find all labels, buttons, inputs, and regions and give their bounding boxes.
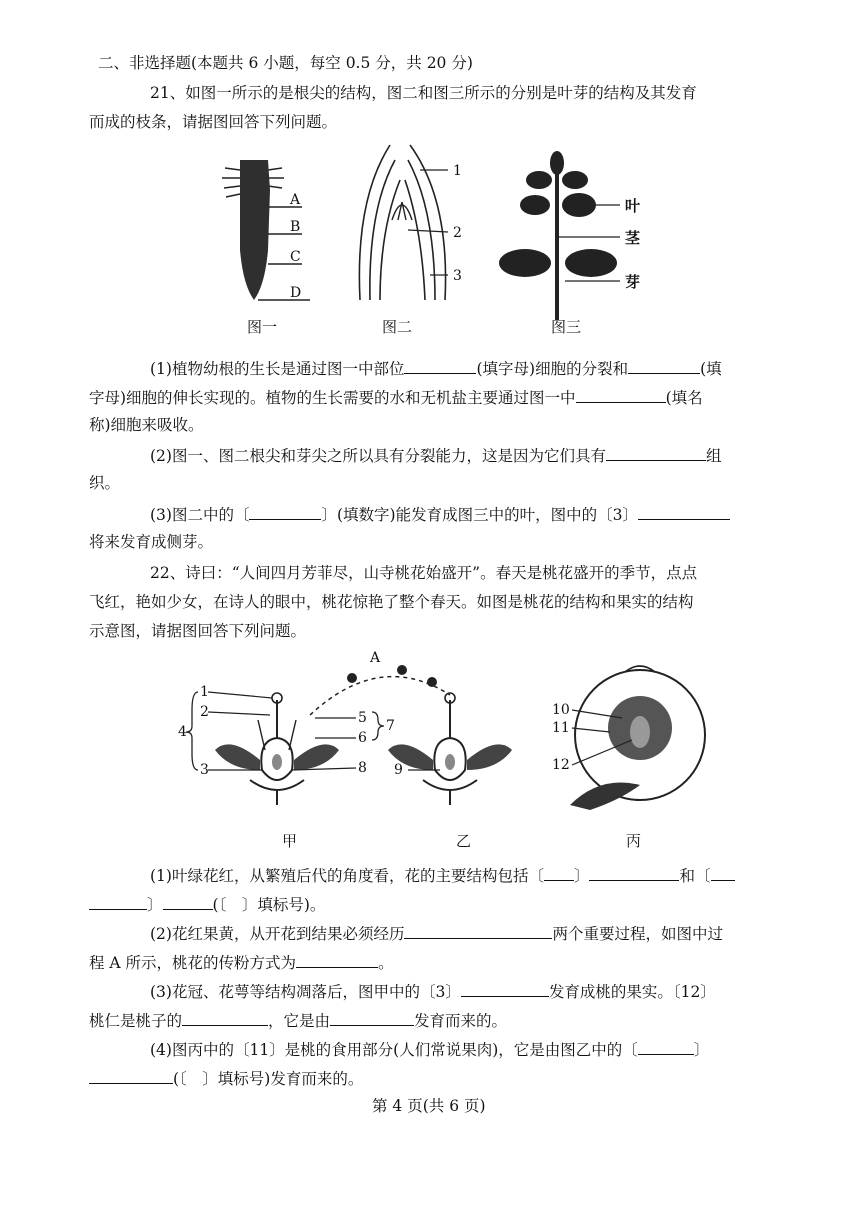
blank-q22-3-seed[interactable] [182,1009,268,1026]
petals-right [294,744,339,770]
label-10: 10 [552,702,570,718]
label-3: 3 [200,762,209,778]
blank-q21-1-absorbing-zone[interactable] [576,386,666,403]
petals-right [467,744,512,770]
label-2: 2 [453,225,462,241]
blank-q21-1-division-zone[interactable] [404,357,476,374]
blank-q22-3-ovule[interactable] [330,1009,414,1026]
blank-q22-1-name-b[interactable] [163,893,213,910]
petals-left [215,744,260,770]
label-1: 1 [200,684,209,700]
blank-q22-2-processes[interactable] [404,922,552,939]
flower-jia [215,693,339,805]
peach-fruit [570,666,705,810]
small-leaf-left [526,171,552,189]
blank-q22-4-name[interactable] [89,1067,173,1084]
figure-2-leaf-bud [350,140,480,310]
pollen-grain [397,665,407,675]
label-1: 1 [453,163,462,179]
q22-intro-line1: 22、诗曰：“人间四月芳菲尽，山寺桃花始盛开”。春天是桃花盛开的季节，点点 [150,564,698,582]
section-title: 二、非选择题(本题共 6 小题，每空 0.5 分，共 20 分) [98,54,473,72]
label-D: D [290,285,302,301]
large-leaf-left [499,249,551,277]
fig2-caption: 图二 [382,318,413,336]
figure-3-branch [495,145,655,320]
bracket-7 [372,712,384,740]
blank-q22-2-pollination[interactable] [296,951,378,968]
label-8: 8 [358,760,367,776]
q21-intro-line1: 21、如图一所示的是根尖的结构，图二和图三所示的分别是叶芽的结构及其发育 [150,84,697,102]
q22-p3-line2: 桃仁是桃子的 ，它是由 发育而来的。 [89,1009,507,1031]
q21-p2-line1: (2)图一、图二根尖和芽尖之所以具有分裂能力，这是因为它们具有 组 [150,444,721,466]
receptacle [423,780,477,805]
pollen-grain [427,677,437,687]
blank-q22-1-label-b-cont[interactable] [89,893,147,910]
q21-p1-line3: 称)细胞来吸收。 [89,416,204,434]
mid-leaf-right [562,193,596,217]
label-12: 12 [552,757,570,773]
q22-intro-line2: 飞红，艳如少女，在诗人的眼中，桃花惊艳了整个春天。如图是桃花的结构和果实的结构 [89,593,694,611]
small-leaf-right [562,171,588,189]
label-C: C [290,249,301,265]
label-leaf: 叶 [625,197,641,215]
caption-jia: 甲 [282,832,298,850]
bracket-4 [186,692,198,770]
caption-bing: 丙 [626,832,642,850]
flower-yi [388,693,512,805]
label-6: 6 [358,730,367,746]
q22-p2-line1: (2)花红果黄，从开花到结果必须经历 两个重要过程，如图中过 [150,922,723,944]
figure-1-root-tip [210,150,330,310]
q21-p1-line2: 字母)细胞的伸长实现的。植物的生长需要的水和无机盐主要通过图一中 (填名 [89,386,703,408]
q21-p3-line1: (3)图二中的〔 〕(填数字)能发育成图三中的叶，图中的〔3〕 [150,503,730,525]
q22-p1-line2: 〕 (〔 〕填标号)。 [89,893,325,915]
label-3: 3 [453,268,462,284]
q21-p1-line1: (1)植物幼根的生长是通过图一中部位 (填字母)细胞的分裂和 (填 [150,357,722,379]
label-7: 7 [386,718,395,734]
figure-peach-flower-fruit [170,640,770,840]
label-5: 5 [358,710,367,726]
blank-q22-3-structure[interactable] [461,980,549,997]
caption-yi: 乙 [456,832,472,850]
fig1-caption: 图一 [247,318,278,336]
label-A: A [370,650,381,666]
q22-intro-line3: 示意图，请据图回答下列问题。 [89,622,307,640]
label-4: 4 [178,724,187,740]
q21-intro-line2: 而成的枝条，请据图回答下列问题。 [89,113,338,131]
q22-p4-line2: (〔 〕填标号)发育而来的。 [89,1067,363,1089]
mid-leaf-left [520,195,550,215]
label-B: B [290,219,301,235]
label-stem: 茎 [625,229,641,247]
receptacle [250,780,304,805]
blank-q22-1-name-a[interactable] [589,864,679,881]
q21-p2-line2: 织。 [89,474,121,492]
fig3-caption: 图三 [551,318,582,336]
label-11: 11 [552,720,570,736]
q22-p2-line2: 程 A 所示，桃花的传粉方式为 。 [89,951,394,973]
blank-q22-4-label[interactable] [638,1038,694,1055]
page-footer: 第 4 页(共 6 页) [372,1097,486,1115]
blank-q21-2-tissue[interactable] [606,444,706,461]
blank-q22-1-label-b[interactable] [711,864,735,881]
bud-scales [359,145,445,300]
blank-q21-3-structure[interactable] [638,503,730,520]
blank-q21-3-number[interactable] [249,503,321,520]
label-2: 2 [200,704,209,720]
q21-p3-line2: 将来发育成侧芽。 [89,533,214,551]
large-leaf-right [565,249,617,277]
ovule [272,754,282,770]
label-A: A [290,192,301,208]
q22-p4-line1: (4)图丙中的〔11〕是桃的食用部分(人们常说果肉)，它是由图乙中的〔 〕 [150,1038,709,1060]
top-bud-leaf [550,151,564,175]
growth-cone [392,202,412,220]
label-bud: 芽 [625,273,641,291]
blank-q21-1-elongation-zone[interactable] [628,357,700,374]
label-9: 9 [394,762,403,778]
root-body [240,160,270,300]
pollen-grain [347,673,357,683]
ovule [445,754,455,770]
q22-p1-line1: (1)叶绿花红，从繁殖后代的角度看，花的主要结构包括〔 〕 和〔 [150,864,735,886]
q22-p3-line1: (3)花冠、花萼等结构凋落后，图甲中的〔3〕 发育成桃的果实。〔12〕 [150,980,716,1002]
peach-seed [630,716,650,748]
blank-q22-1-label-a[interactable] [544,864,574,881]
